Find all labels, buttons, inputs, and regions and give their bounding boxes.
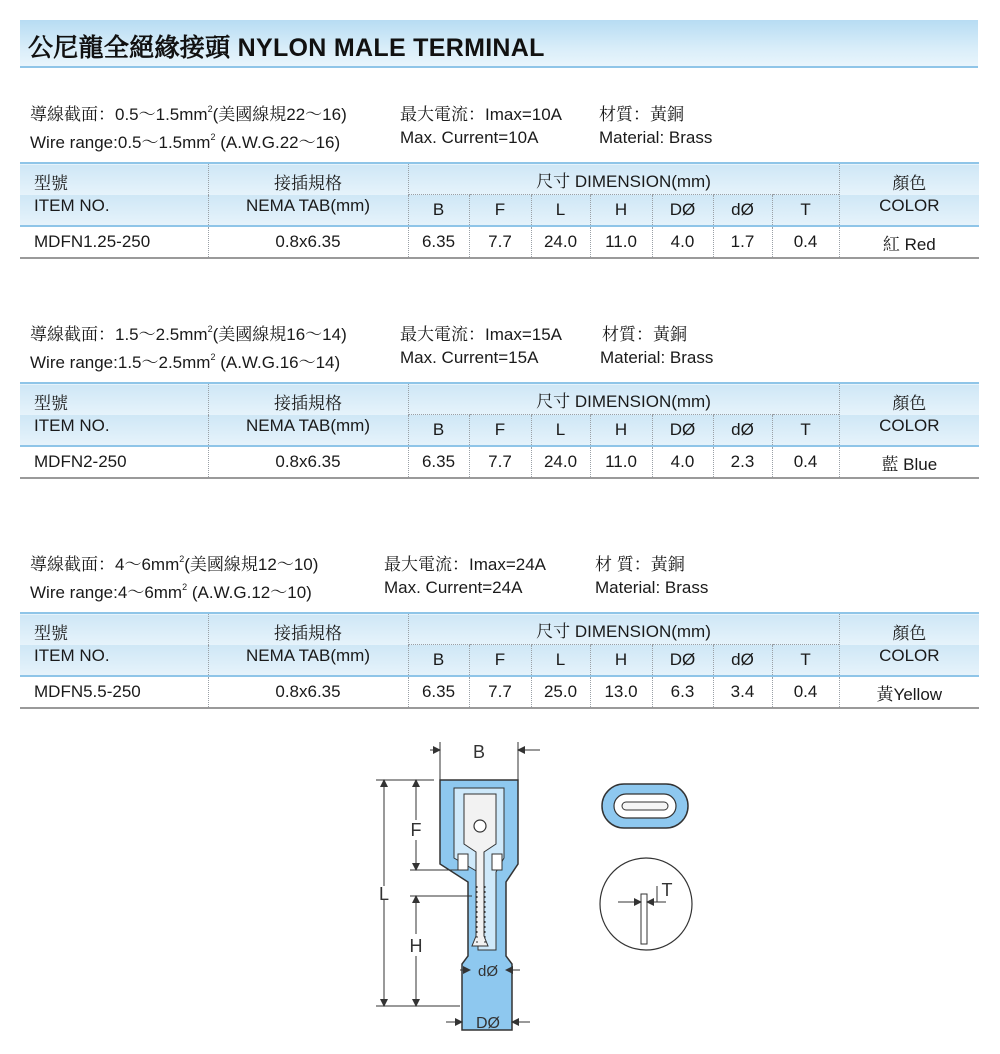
material-en: Material: Brass bbox=[595, 578, 709, 597]
header-dim-l: L bbox=[531, 645, 590, 677]
wire-range-en: Wire $range:1.5\sim 2.5mm^2$ (A.W.G.16～14) bbox=[30, 352, 341, 372]
header-dim-b: B bbox=[408, 195, 469, 227]
value-f: 7.7 bbox=[469, 226, 531, 258]
max-current-en: Max. Current=15A bbox=[400, 348, 539, 367]
value-h: 13.0 bbox=[590, 676, 652, 708]
header-dim-f: F bbox=[469, 195, 531, 227]
header-dimension: 尺寸 DIMENSION(mm) bbox=[408, 613, 839, 645]
header-dim-t: T bbox=[772, 415, 839, 447]
item-no: MDFN2-250 bbox=[34, 452, 127, 471]
value-l: 24.0 bbox=[531, 226, 590, 258]
header-dimension: 尺寸 DIMENSION(mm) bbox=[408, 163, 839, 195]
table-row bbox=[20, 676, 979, 708]
label-b: B bbox=[472, 742, 486, 762]
value-l: 24.0 bbox=[531, 446, 590, 478]
terminal-body bbox=[440, 780, 518, 1030]
wire-range-cn: 導線截面：$0.5\sim 1.5mm^2$(美國線規22～16) bbox=[30, 104, 347, 124]
value-d-small: 1.7 bbox=[713, 226, 772, 258]
value-t: 0.4 bbox=[772, 676, 839, 708]
value-d-big: 4.0 bbox=[652, 226, 713, 258]
header-dim-t: T bbox=[772, 195, 839, 227]
value-d-small: 2.3 bbox=[713, 446, 772, 478]
section-1 bbox=[20, 100, 980, 254]
header-dimension: 尺寸 DIMENSION(mm) bbox=[408, 383, 839, 415]
cross-section-t bbox=[600, 858, 692, 950]
value-d-small: 3.4 bbox=[713, 676, 772, 708]
wire-range-cn: 導線截面：$4\sim 6mm^2$(美國線規12～10) bbox=[30, 554, 319, 574]
header-dim-t: T bbox=[772, 645, 839, 677]
dim-d-big bbox=[446, 1014, 530, 1032]
tab-size: 0.8x6.35 bbox=[208, 446, 408, 478]
value-f: 7.7 bbox=[469, 446, 531, 478]
header-dim-b: B bbox=[408, 415, 469, 447]
spec-table bbox=[20, 162, 979, 259]
header-item: 型號 ITEM NO. bbox=[34, 393, 110, 435]
table-row bbox=[20, 226, 979, 258]
value-d-big: 6.3 bbox=[652, 676, 713, 708]
max-current-en: Max. Current=10A bbox=[400, 128, 539, 147]
header-tab: 接插規格 NEMA TAB(mm) bbox=[208, 383, 408, 446]
label-h: H bbox=[409, 936, 423, 956]
header-color: 顏色 COLOR bbox=[839, 163, 979, 226]
spec-table bbox=[20, 382, 979, 479]
max-current-en: Max. Current=24A bbox=[384, 578, 523, 597]
color-value: 紅 Red bbox=[839, 226, 979, 258]
header-color: 顏色 COLOR bbox=[839, 383, 979, 446]
tab-size: 0.8x6.35 bbox=[208, 226, 408, 258]
value-l: 25.0 bbox=[531, 676, 590, 708]
spec-table bbox=[20, 612, 979, 709]
material-cn: 材質：黃銅 bbox=[602, 325, 687, 344]
material-en: Material: Brass bbox=[599, 128, 713, 147]
value-t: 0.4 bbox=[772, 226, 839, 258]
header-dim-b: B bbox=[408, 645, 469, 677]
label-d-small: dØ bbox=[477, 963, 499, 980]
header-dim-f: F bbox=[469, 645, 531, 677]
value-h: 11.0 bbox=[590, 446, 652, 478]
header-dim-h: H bbox=[590, 645, 652, 677]
header-dim-d-big: DØ bbox=[652, 415, 713, 447]
value-f: 7.7 bbox=[469, 676, 531, 708]
header-dim-d-small: dØ bbox=[713, 195, 772, 227]
material-cn: 材質：黃銅 bbox=[599, 105, 684, 124]
header-dim-d-small: dØ bbox=[713, 415, 772, 447]
max-current-cn: 最大電流：Imax=24A bbox=[384, 555, 547, 574]
header-dim-h: H bbox=[590, 415, 652, 447]
wire-range-en: Wire $range:4\sim 6mm^2$ (A.W.G.12～10) bbox=[30, 582, 312, 602]
header-dim-d-big: DØ bbox=[652, 645, 713, 677]
terminal-diagram bbox=[360, 736, 700, 1036]
label-t: T bbox=[661, 880, 673, 900]
header-tab: 接插規格 NEMA TAB(mm) bbox=[208, 163, 408, 226]
terminal-drawing bbox=[360, 736, 700, 1036]
page-title: 公尼龍全絕緣接頭 NYLON MALE TERMINAL bbox=[28, 34, 545, 62]
value-b: 6.35 bbox=[408, 446, 469, 478]
end-view-oval bbox=[602, 784, 688, 828]
spec-block bbox=[20, 320, 980, 372]
wire-range-cn: 導線截面：$1.5\sim 2.5mm^2$(美國線規16～14) bbox=[30, 324, 347, 344]
header-dim-h: H bbox=[590, 195, 652, 227]
header-dim-f: F bbox=[469, 415, 531, 447]
value-d-big: 4.0 bbox=[652, 446, 713, 478]
max-current-cn: 最大電流：Imax=15A bbox=[400, 325, 563, 344]
section-3 bbox=[20, 550, 980, 704]
value-b: 6.35 bbox=[408, 676, 469, 708]
header-color: 顏色 COLOR bbox=[839, 613, 979, 676]
item-no: MDFN1.25-250 bbox=[34, 232, 151, 251]
header-dim-d-big: DØ bbox=[652, 195, 713, 227]
value-t: 0.4 bbox=[772, 446, 839, 478]
wire-range-en: Wire $range:0.5\sim 1.5mm^2$ (A.W.G.22～16) bbox=[30, 132, 341, 152]
color-value: 藍 Blue bbox=[839, 446, 979, 478]
header-dim-l: L bbox=[531, 415, 590, 447]
table-row bbox=[20, 446, 979, 478]
section-2 bbox=[20, 320, 980, 474]
label-f: F bbox=[410, 820, 422, 840]
material-cn: 材 質：黃銅 bbox=[595, 555, 685, 574]
header-item: 型號 ITEM NO. bbox=[34, 173, 110, 215]
max-current-cn: 最大電流：Imax=10A bbox=[400, 105, 563, 124]
item-no: MDFN5.5-250 bbox=[34, 682, 141, 701]
dim-b bbox=[430, 742, 540, 780]
tab-size: 0.8x6.35 bbox=[208, 676, 408, 708]
title-bar bbox=[20, 20, 978, 68]
header-tab: 接插規格 NEMA TAB(mm) bbox=[208, 613, 408, 676]
label-l: L bbox=[378, 884, 390, 904]
header-item: 型號 ITEM NO. bbox=[34, 623, 110, 665]
spec-block bbox=[20, 100, 980, 152]
material-en: Material: Brass bbox=[600, 348, 714, 367]
spec-block bbox=[20, 550, 980, 602]
header-dim-d-small: dØ bbox=[713, 645, 772, 677]
header-dim-l: L bbox=[531, 195, 590, 227]
value-b: 6.35 bbox=[408, 226, 469, 258]
label-d-big: DØ bbox=[476, 1015, 500, 1032]
value-h: 11.0 bbox=[590, 226, 652, 258]
color-value: 黃Yellow bbox=[839, 676, 979, 708]
